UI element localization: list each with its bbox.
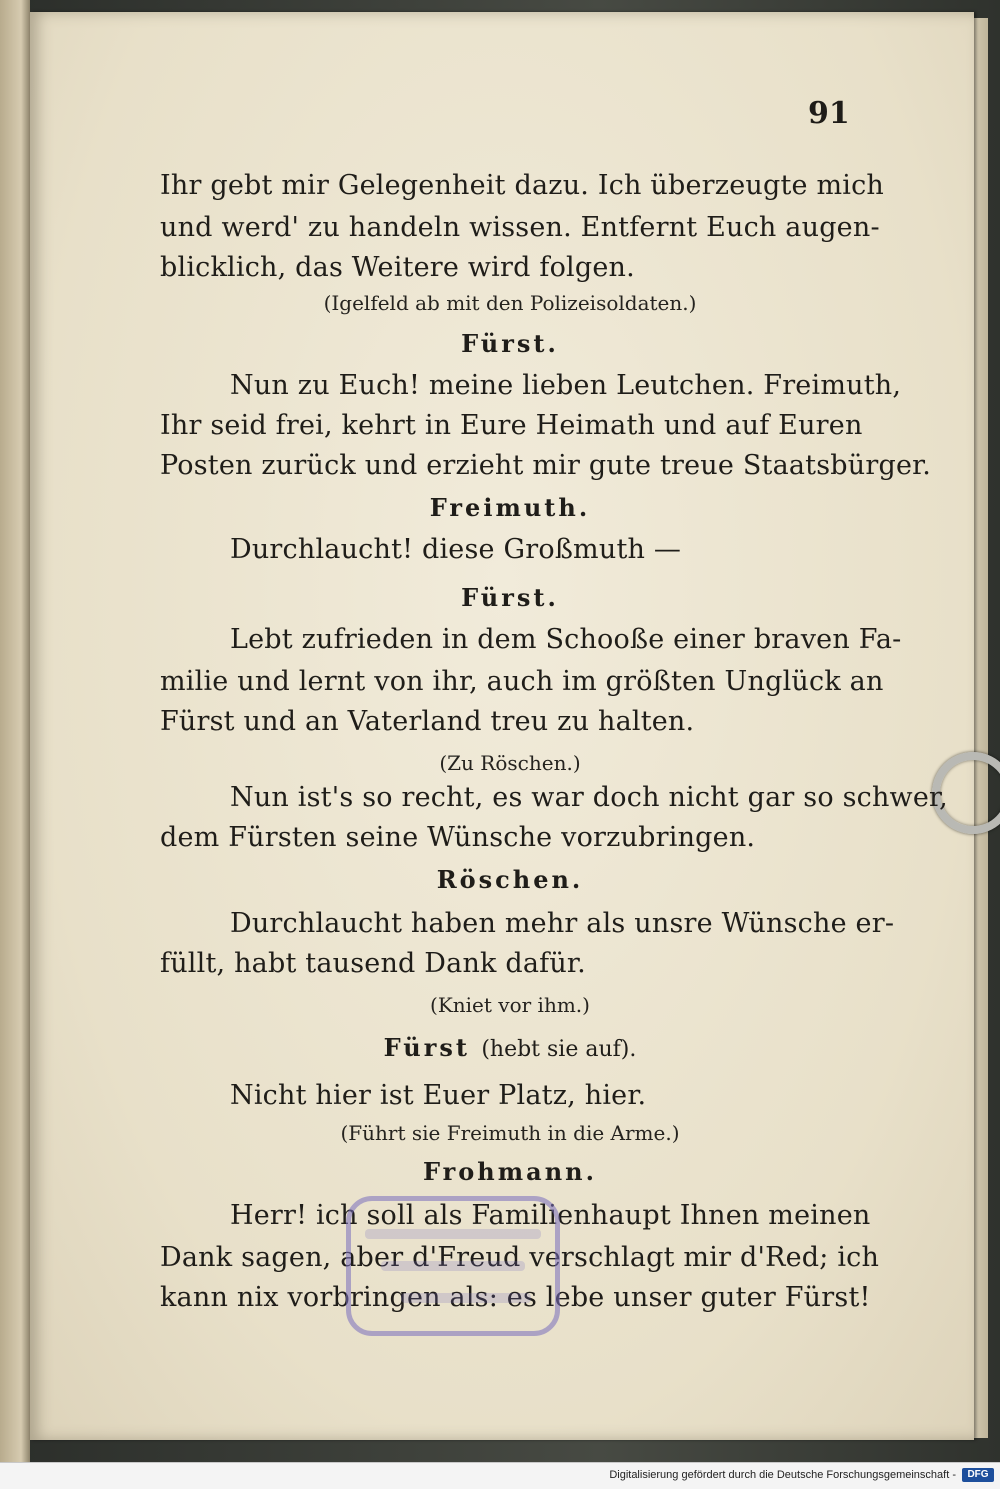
- text-line: und werd' zu handeln wissen. Entfernt Euch augen-: [160, 212, 880, 243]
- text-line: Fürst und an Vaterland treu zu halten.: [160, 706, 695, 737]
- speaker-aside: (hebt sie auf).: [481, 1037, 637, 1062]
- text-line: kann nix vorbringen als: es lebe unser guter Fürst!: [160, 1282, 871, 1313]
- stage-direction: (Zu Röschen.): [439, 751, 581, 775]
- speaker-label: Frohmann.: [423, 1157, 597, 1186]
- text-line: Herr! ich soll als Familienhaupt Ihnen meinen: [230, 1200, 871, 1231]
- speaker-name: [160, 326, 860, 362]
- footer-credit: Digitalisierung gefördert durch die Deutsche Forschungsgemeinschaft -: [609, 1469, 956, 1481]
- text-line: Ihr seid frei, kehrt in Eure Heimath und auf Euren: [160, 410, 863, 441]
- text-line: Ihr gebt mir Gelegenheit dazu. Ich überzeugte mich: [160, 170, 885, 201]
- speaker-name: [160, 862, 860, 898]
- speaker-name: [160, 580, 860, 616]
- text-line: Nun ist's so recht, es war doch nicht gar so schwer,: [230, 782, 948, 813]
- stage-direction: (Kniet vor ihm.): [430, 993, 590, 1017]
- text-line: dem Fürsten seine Wünsche vorzubringen.: [160, 822, 756, 853]
- page-number: 91: [808, 96, 850, 131]
- speaker-label: Fürst.: [461, 329, 559, 358]
- speaker-label: Fürst.: [461, 583, 559, 612]
- speaker-name: [160, 490, 860, 526]
- dfg-logo: DFG: [962, 1468, 994, 1482]
- text-line: Nicht hier ist Euer Platz, hier.: [230, 1080, 647, 1111]
- library-stamp: [346, 1196, 560, 1336]
- speaker-name: [160, 1154, 860, 1190]
- facing-page-edge: [0, 0, 30, 1462]
- stage-direction: (Führt sie Freimuth in die Arme.): [340, 1121, 680, 1145]
- speaker-name: [160, 1030, 860, 1068]
- text-line: blicklich, das Weitere wird folgen.: [160, 252, 635, 283]
- text-line: füllt, habt tausend Dank dafür.: [160, 948, 586, 979]
- text-line: Dank sagen, aber d'Freud verschlagt mir d'Red; ich: [160, 1242, 880, 1273]
- page-stack-edge: [972, 18, 988, 1438]
- text-line: milie und lernt von ihr, auch im größten Unglück an: [160, 666, 884, 697]
- speaker-label: Fürst: [383, 1033, 470, 1062]
- speaker-label: Freimuth.: [429, 493, 591, 522]
- text-line: Lebt zufrieden in dem Schooße einer braven Fa-: [230, 624, 902, 655]
- text-line: Nun zu Euch! meine lieben Leutchen. Freimuth,: [230, 370, 902, 401]
- text-line: Durchlaucht! diese Großmuth —: [230, 534, 682, 565]
- stage-direction: (Igelfeld ab mit den Polizeisoldaten.): [323, 291, 697, 315]
- text-line: Posten zurück und erzieht mir gute treue Staatsbürger.: [160, 450, 932, 481]
- text-line: Durchlaucht haben mehr als unsre Wünsche er-: [230, 908, 895, 939]
- speaker-label: Röschen.: [436, 865, 584, 894]
